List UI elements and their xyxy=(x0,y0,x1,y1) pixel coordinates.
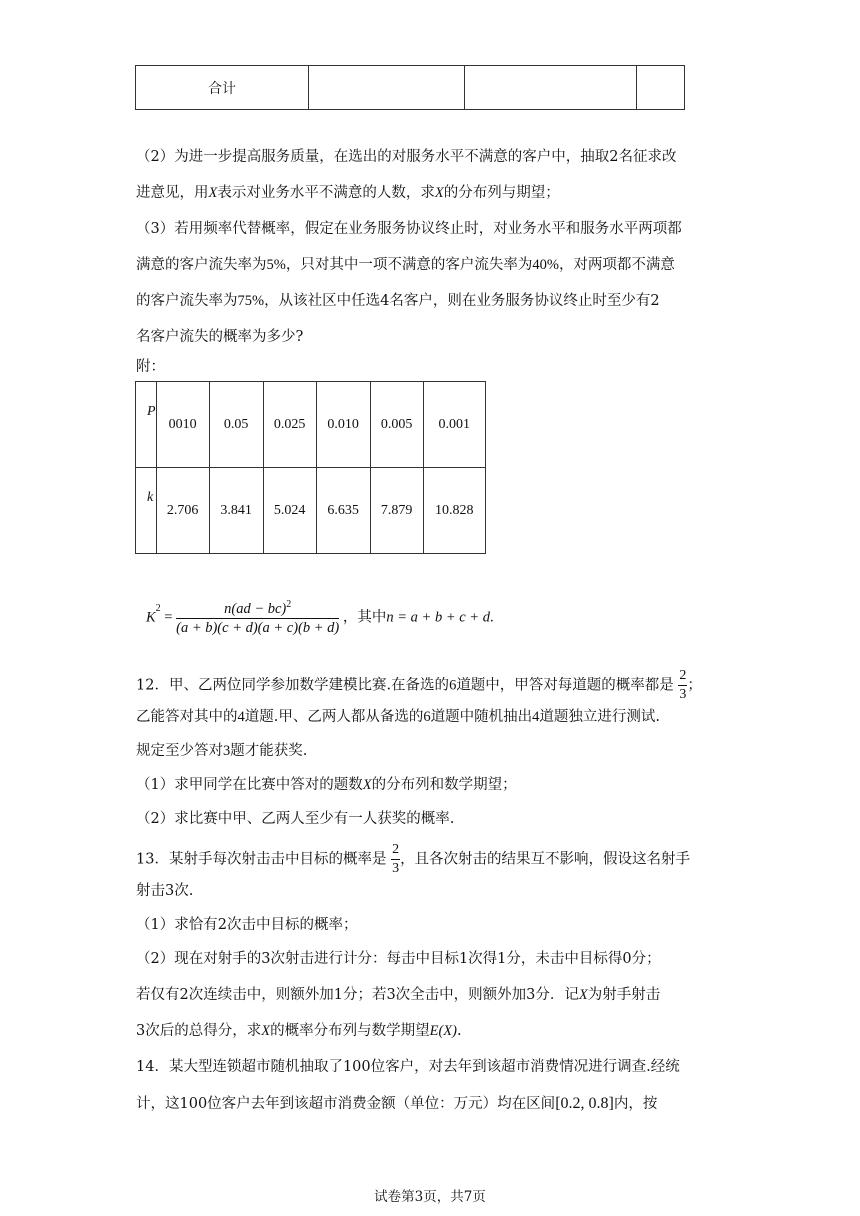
q13-line1 xyxy=(136,843,690,876)
text: 乙能答对其中的 xyxy=(136,709,238,725)
q11-part2-line2 xyxy=(136,183,560,203)
q11-part2-line1: （2）为进一步提高服务质量，在选出的对服务水平不满意的客户中，抽取2名征求改 xyxy=(136,149,677,165)
formula-numerator xyxy=(176,600,339,619)
q14-line2 xyxy=(136,1094,657,1114)
formula-where: ，其中 xyxy=(342,609,387,626)
formula-sup: 2 xyxy=(155,603,161,615)
interval: [0.2, 0.8] xyxy=(555,1095,614,1112)
expectation: E(X) xyxy=(429,1023,457,1039)
appendix-label: 附： xyxy=(136,359,165,375)
q14-line1: 14．某大型连锁超市随机抽取了100位客户，对去年到该超市消费情况进行调查.经统 xyxy=(136,1059,680,1075)
formula-denominator: (a + b)(c + d)(a + c)(b + d) xyxy=(176,620,340,637)
q11-part3-line1: （3）若用频率代替概率，假定在业务服务协议终止时，对业务水平和服务水平两项都 xyxy=(136,221,682,237)
q13-line2: 射击3次. xyxy=(136,883,194,899)
q12-sub1 xyxy=(136,775,517,795)
k-value: 10.828 xyxy=(423,468,485,554)
summary-cell xyxy=(637,66,685,110)
p-label: P xyxy=(147,404,156,419)
summary-row-label: 合计 xyxy=(136,66,309,110)
text: 满意的客户流失率为 xyxy=(136,257,267,273)
text: 3次后的总得分，求 xyxy=(136,1023,262,1039)
rate-2: 40% xyxy=(532,257,559,273)
formula-eq: = xyxy=(164,609,173,626)
text: 规定至少答对 xyxy=(136,743,223,759)
p-value: 0.05 xyxy=(209,382,263,468)
text: 12．甲、乙两位同学参加数学建模比赛.在备选的 xyxy=(136,677,450,694)
var-x: X xyxy=(261,1023,271,1039)
text: 计，这100位客户去年到该超市消费金额（单位：万元）均在区间 xyxy=(136,1096,556,1112)
q11-part3-line4: 名客户流失的概率为多少? xyxy=(136,329,304,345)
k-value: 7.879 xyxy=(370,468,423,554)
text: ，对两项都不满意 xyxy=(558,257,675,273)
prob-fraction xyxy=(391,843,400,876)
p-value: 0.005 xyxy=(370,382,423,468)
text: . xyxy=(456,1023,462,1039)
k-value: 3.841 xyxy=(209,468,263,554)
frac-num: 2 xyxy=(391,843,400,860)
rate-1: 5% xyxy=(266,257,286,273)
k-label: k xyxy=(147,490,154,505)
frac-num: 2 xyxy=(678,669,687,686)
q11-part3-line2 xyxy=(136,255,675,275)
text: ； xyxy=(687,677,702,694)
numerator-text: n(ad − bc) xyxy=(224,600,287,617)
summary-cell xyxy=(309,66,465,110)
num: 3 xyxy=(223,743,231,759)
formula-fraction xyxy=(176,600,339,636)
text: 的客户流失率为 xyxy=(136,293,238,309)
text: ，且各次射击的结果互不影响，假设这名射手 xyxy=(400,851,691,868)
k-value: 5.024 xyxy=(263,468,316,554)
var-x: X xyxy=(208,185,218,201)
num: 4 xyxy=(532,709,540,725)
formula-end: . xyxy=(489,609,494,626)
text: 内，按 xyxy=(613,1096,658,1112)
k-value: 6.635 xyxy=(316,468,370,554)
q12-line1 xyxy=(136,669,702,702)
chi-square-formula xyxy=(146,600,494,636)
summary-cell xyxy=(465,66,637,110)
q12-sub2: （2）求比赛中甲、乙两人至少有一人获奖的概率. xyxy=(136,811,455,827)
frac-den: 3 xyxy=(679,687,687,702)
formula-condition: n = a + b + c + d xyxy=(386,609,490,626)
q13-sub2-line2 xyxy=(136,985,660,1005)
frac-den: 3 xyxy=(392,861,400,876)
p-value: 0.001 xyxy=(423,382,485,468)
var-x: X xyxy=(362,777,372,793)
page-footer: 试卷第3页，共7页 xyxy=(374,1189,486,1205)
num: 4 xyxy=(237,709,245,725)
formula-lhs: K xyxy=(146,609,156,626)
text: 表示对业务水平不满意的人数，求 xyxy=(217,185,435,201)
text: （1）求甲同学在比赛中答对的题数 xyxy=(136,777,363,793)
numerator-sup: 2 xyxy=(286,599,292,610)
var-x: X xyxy=(578,987,588,1003)
var-x: X xyxy=(434,185,444,201)
text: 道题独立进行测试. xyxy=(539,709,660,725)
text: 进意见，用 xyxy=(136,185,209,201)
text: 的分布列和数学期望； xyxy=(371,777,517,793)
text: 道题.甲、乙两人都从备选的 xyxy=(244,709,424,725)
text: 的概率分布列与数学期望 xyxy=(270,1023,430,1039)
p-value: 0.010 xyxy=(316,382,370,468)
num: 6 xyxy=(449,677,457,694)
text: 道题中随机抽出 xyxy=(430,709,533,725)
num: 6 xyxy=(423,709,431,725)
text: 道题中，甲答对每道题的概率都是 xyxy=(456,677,674,694)
k-value: 2.706 xyxy=(156,468,209,554)
q13-sub2-line1: （2）现在对射手的3次射击进行计分：每击中目标1次得1分，未击中目标得0分； xyxy=(136,951,661,967)
p-value: 0.025 xyxy=(263,382,316,468)
text: 题才能获奖. xyxy=(230,743,308,759)
critical-value-table xyxy=(135,381,486,554)
p-value: 0010 xyxy=(156,382,209,468)
k-label-cell xyxy=(136,468,157,554)
summary-table xyxy=(135,65,685,110)
q11-part3-line3 xyxy=(136,291,660,311)
text: ，从该社区中任选4名客户，则在业务服务协议终止时至少有2 xyxy=(264,293,660,309)
text: 为射手射击 xyxy=(587,987,661,1003)
text: 13．某射手每次射击击中目标的概率是 xyxy=(136,851,387,868)
rate-3: 75% xyxy=(237,293,265,309)
q12-line2 xyxy=(136,707,660,727)
p-label-cell xyxy=(136,382,157,468)
text: 的分布列与期望； xyxy=(443,185,560,201)
q13-sub2-line3 xyxy=(136,1021,462,1041)
text: ，只对其中一项不满意的客户流失率为 xyxy=(285,257,533,273)
q12-line3 xyxy=(136,741,307,761)
q13-sub1: （1）求恰有2次击中目标的概率； xyxy=(136,917,358,933)
text: 若仅有2次连续击中，则额外加1分；若3次全击中，则额外加3分．记 xyxy=(136,987,579,1003)
